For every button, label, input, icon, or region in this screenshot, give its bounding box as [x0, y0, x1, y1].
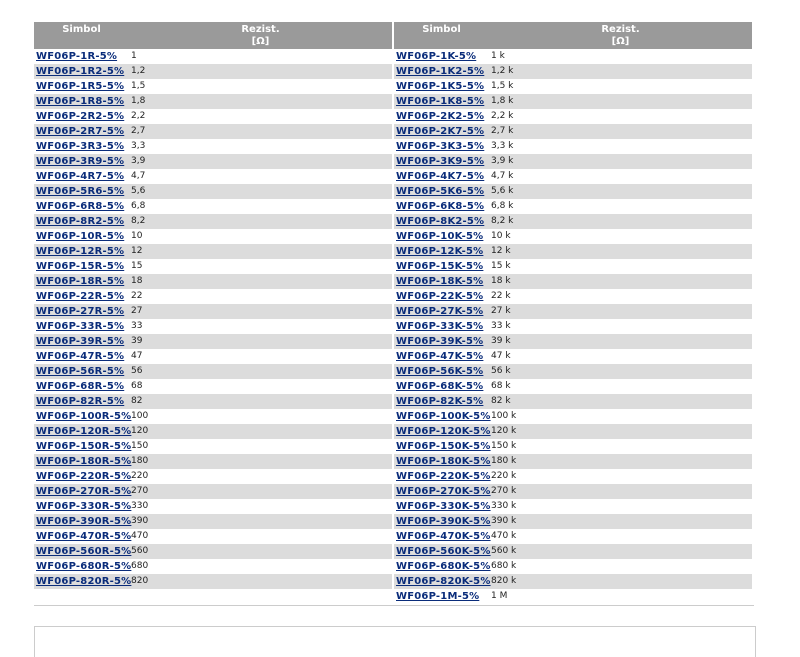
- resistance-value: 120: [131, 426, 149, 436]
- resistor-code-link[interactable]: WF06P-18R-5%: [36, 276, 125, 287]
- resistance-value: 82: [131, 396, 143, 406]
- table-header: [34, 22, 392, 49]
- table-row: [34, 274, 392, 289]
- resistance-value: 180 k: [491, 456, 517, 466]
- resistor-code-link[interactable]: WF06P-120K-5%: [396, 426, 491, 437]
- resistance-value: 3,9: [131, 156, 146, 166]
- table-row: [394, 514, 752, 529]
- table-row: [394, 169, 752, 184]
- resistance-value: 2,2 k: [491, 111, 514, 121]
- resistor-code-link[interactable]: WF06P-27K-5%: [396, 306, 484, 317]
- resistor-code-link[interactable]: WF06P-68K-5%: [396, 381, 484, 392]
- table-row: [34, 94, 392, 109]
- resistance-value: 2,7 k: [491, 126, 514, 136]
- resistance-value: 8,2 k: [491, 216, 514, 226]
- table-row: [34, 289, 392, 304]
- resistor-code-link[interactable]: WF06P-5K6-5%: [396, 186, 485, 197]
- resistor-code-link[interactable]: WF06P-2K2-5%: [396, 111, 485, 122]
- resistor-code-link[interactable]: WF06P-470R-5%: [36, 531, 132, 542]
- resistance-value: 47 k: [491, 351, 511, 361]
- table-row: [34, 64, 392, 79]
- resistance-value: 4,7 k: [491, 171, 514, 181]
- table-row: [34, 154, 392, 169]
- resistance-value: 56: [131, 366, 143, 376]
- resistance-value: 1 k: [491, 51, 505, 61]
- resistor-code-link[interactable]: WF06P-220R-5%: [36, 471, 132, 482]
- table-row: [394, 244, 752, 259]
- table-row: [34, 499, 392, 514]
- table-row: [34, 379, 392, 394]
- resistor-code-link[interactable]: WF06P-68R-5%: [36, 381, 125, 392]
- resistor-code-link[interactable]: WF06P-47R-5%: [36, 351, 125, 362]
- table-row: [34, 79, 392, 94]
- resistor-code-link[interactable]: WF06P-1K8-5%: [396, 96, 485, 107]
- resistance-value: 680: [131, 561, 149, 571]
- resistance-value: 82 k: [491, 396, 511, 406]
- resistance-value: 12: [131, 246, 143, 256]
- table-body: [34, 49, 392, 589]
- table-row: [34, 139, 392, 154]
- resistor-code-link[interactable]: WF06P-3K9-5%: [396, 156, 485, 167]
- resistor-code-link[interactable]: WF06P-180K-5%: [396, 456, 491, 467]
- resistance-value: 56 k: [491, 366, 511, 376]
- table-row: [394, 289, 752, 304]
- table-row: [34, 469, 392, 484]
- table-row: [394, 574, 752, 589]
- resistor-code-link[interactable]: WF06P-390R-5%: [36, 516, 132, 527]
- resistance-value: 1: [131, 51, 137, 61]
- resistance-value: 5,6 k: [491, 186, 514, 196]
- resistor-code-link[interactable]: WF06P-33K-5%: [396, 321, 484, 332]
- resistor-code-link[interactable]: WF06P-270R-5%: [36, 486, 132, 497]
- resistor-code-link[interactable]: WF06P-10K-5%: [396, 231, 484, 242]
- column-header-resistance: [129, 24, 392, 48]
- table-row: [394, 424, 752, 439]
- resistor-code-link[interactable]: WF06P-82K-5%: [396, 396, 484, 407]
- table-row: [34, 424, 392, 439]
- resistance-value: 220 k: [491, 471, 517, 481]
- resistor-code-link[interactable]: WF06P-120R-5%: [36, 426, 132, 437]
- resistance-value: 180: [131, 456, 149, 466]
- resistor-code-link[interactable]: WF06P-2K7-5%: [396, 126, 485, 137]
- resistor-code-link[interactable]: WF06P-8R2-5%: [36, 216, 125, 227]
- table-row: [394, 94, 752, 109]
- resistance-value: 680 k: [491, 561, 517, 571]
- resistance-value: 33 k: [491, 321, 511, 331]
- resistor-code-link[interactable]: WF06P-8K2-5%: [396, 216, 485, 227]
- resistance-value: 39: [131, 336, 143, 346]
- table-row: [34, 349, 392, 364]
- table-row: [394, 589, 752, 604]
- resistance-value: 270 k: [491, 486, 517, 496]
- resistance-value: 150: [131, 441, 149, 451]
- column-header-resistance-unit: [Ω]: [611, 36, 630, 47]
- resistor-code-link[interactable]: WF06P-1R8-5%: [36, 96, 125, 107]
- resistance-value: 1,5 k: [491, 81, 514, 91]
- resistor-code-link[interactable]: WF06P-100K-5%: [396, 411, 491, 422]
- resistance-value: 1 M: [491, 591, 508, 601]
- resistance-value: 1,5: [131, 81, 146, 91]
- resistance-value: 330 k: [491, 501, 517, 511]
- resistance-value: 1,2 k: [491, 66, 514, 76]
- resistance-value: 470 k: [491, 531, 517, 541]
- resistor-code-link[interactable]: WF06P-220K-5%: [396, 471, 491, 482]
- resistor-code-link[interactable]: WF06P-2R2-5%: [36, 111, 125, 122]
- resistor-code-link[interactable]: WF06P-22K-5%: [396, 291, 484, 302]
- table-row: [34, 124, 392, 139]
- table-row: [34, 409, 392, 424]
- table-row: [394, 349, 752, 364]
- table-body: [394, 49, 752, 604]
- table-row: [394, 274, 752, 289]
- table-row: [394, 184, 752, 199]
- table-row: [34, 304, 392, 319]
- resistor-code-link[interactable]: WF06P-6K8-5%: [396, 201, 485, 212]
- table-row: [34, 514, 392, 529]
- resistor-code-link[interactable]: WF06P-1K5-5%: [396, 81, 485, 92]
- resistor-code-link[interactable]: WF06P-12K-5%: [396, 246, 484, 257]
- table-row: [394, 154, 752, 169]
- resistor-code-link[interactable]: WF06P-47K-5%: [396, 351, 484, 362]
- table-row: [34, 454, 392, 469]
- resistor-table-kilohms: [394, 22, 752, 604]
- resistor-code-link[interactable]: WF06P-390K-5%: [396, 516, 491, 527]
- resistor-code-link[interactable]: WF06P-560R-5%: [36, 546, 132, 557]
- resistor-code-link[interactable]: WF06P-10R-5%: [36, 231, 125, 242]
- resistance-value: 18 k: [491, 276, 511, 286]
- resistor-code-link[interactable]: WF06P-1R-5%: [36, 51, 118, 62]
- table-row: [394, 439, 752, 454]
- resistor-code-link[interactable]: WF06P-820K-5%: [396, 576, 491, 587]
- table-row: [34, 364, 392, 379]
- resistor-code-link[interactable]: WF06P-1R2-5%: [36, 66, 125, 77]
- table-row: [34, 394, 392, 409]
- table-header: [394, 22, 752, 49]
- table-row: [394, 139, 752, 154]
- resistor-code-link[interactable]: WF06P-3K3-5%: [396, 141, 485, 152]
- column-header-resistance-unit: [Ω]: [251, 36, 270, 47]
- resistor-code-link[interactable]: WF06P-1K2-5%: [396, 66, 485, 77]
- resistor-code-link[interactable]: WF06P-6R8-5%: [36, 201, 125, 212]
- resistance-value: 3,9 k: [491, 156, 514, 166]
- resistance-value: 22 k: [491, 291, 511, 301]
- table-row: [34, 559, 392, 574]
- table-row: [34, 334, 392, 349]
- table-row: [34, 184, 392, 199]
- resistance-value: 39 k: [491, 336, 511, 346]
- resistor-code-link[interactable]: WF06P-39R-5%: [36, 336, 125, 347]
- resistance-value: 1,2: [131, 66, 146, 76]
- resistance-value: 330: [131, 501, 149, 511]
- resistor-code-link[interactable]: WF06P-82R-5%: [36, 396, 125, 407]
- resistor-code-link[interactable]: WF06P-180R-5%: [36, 456, 132, 467]
- resistor-code-link[interactable]: WF06P-2R7-5%: [36, 126, 125, 137]
- table-row: [394, 529, 752, 544]
- resistance-value: 2,7: [131, 126, 146, 136]
- resistance-value: 18: [131, 276, 143, 286]
- resistance-value: 1,8: [131, 96, 146, 106]
- resistor-code-link[interactable]: WF06P-330K-5%: [396, 501, 491, 512]
- table-row: [34, 259, 392, 274]
- resistor-code-link[interactable]: WF06P-56K-5%: [396, 366, 484, 377]
- resistor-code-link[interactable]: WF06P-1R5-5%: [36, 81, 125, 92]
- resistance-value: 27: [131, 306, 143, 316]
- table-row: [394, 484, 752, 499]
- table-row: [34, 484, 392, 499]
- table-row: [394, 304, 752, 319]
- resistor-code-link[interactable]: WF06P-33R-5%: [36, 321, 125, 332]
- resistor-code-link[interactable]: WF06P-470K-5%: [396, 531, 491, 542]
- table-row: [394, 229, 752, 244]
- resistor-code-link[interactable]: WF06P-150K-5%: [396, 441, 491, 452]
- table-row: [394, 334, 752, 349]
- resistance-value: 100: [131, 411, 149, 421]
- table-row: [394, 49, 752, 64]
- table-row: [394, 124, 752, 139]
- resistance-value: 68: [131, 381, 143, 391]
- table-row: [34, 529, 392, 544]
- resistor-code-link[interactable]: WF06P-18K-5%: [396, 276, 484, 287]
- resistor-code-link[interactable]: WF06P-56R-5%: [36, 366, 125, 377]
- table-row: [394, 499, 752, 514]
- resistor-code-link[interactable]: WF06P-15K-5%: [396, 261, 484, 272]
- resistance-value: 560 k: [491, 546, 517, 556]
- resistor-code-link[interactable]: WF06P-3R9-5%: [36, 156, 125, 167]
- resistance-value: 12 k: [491, 246, 511, 256]
- resistor-code-link[interactable]: WF06P-4R7-5%: [36, 171, 125, 182]
- table-row: [394, 469, 752, 484]
- table-row: [34, 244, 392, 259]
- table-row: [34, 199, 392, 214]
- resistance-value: 15: [131, 261, 143, 271]
- resistor-code-link[interactable]: WF06P-22R-5%: [36, 291, 125, 302]
- table-row: [394, 454, 752, 469]
- resistance-value: 5,6: [131, 186, 146, 196]
- table-row: [394, 409, 752, 424]
- column-header-symbol: Simbol: [62, 24, 101, 35]
- resistance-value: 3,3 k: [491, 141, 514, 151]
- column-header-resistance-label: Rezist.: [241, 24, 280, 35]
- table-row: [394, 544, 752, 559]
- resistance-value: 33: [131, 321, 143, 331]
- resistor-code-link[interactable]: WF06P-680R-5%: [36, 561, 132, 572]
- resistance-value: 100 k: [491, 411, 517, 421]
- resistor-code-link[interactable]: WF06P-15R-5%: [36, 261, 125, 272]
- resistance-value: 68 k: [491, 381, 511, 391]
- resistor-code-link[interactable]: WF06P-12R-5%: [36, 246, 125, 257]
- table-row: [394, 64, 752, 79]
- resistance-value: 820 k: [491, 576, 517, 586]
- table-row: [394, 394, 752, 409]
- table-row: [394, 379, 752, 394]
- table-row: [394, 364, 752, 379]
- table-row: [34, 574, 392, 589]
- resistance-value: 560: [131, 546, 149, 556]
- table-row: [34, 439, 392, 454]
- resistor-code-link[interactable]: WF06P-1M-5%: [396, 591, 480, 602]
- table-row: [34, 319, 392, 334]
- resistance-value: 470: [131, 531, 149, 541]
- resistance-value: 47: [131, 351, 143, 361]
- resistor-code-link[interactable]: WF06P-330R-5%: [36, 501, 132, 512]
- table-bottom-divider: [34, 605, 754, 606]
- table-row: [34, 109, 392, 124]
- table-row: [394, 79, 752, 94]
- resistor-code-link[interactable]: WF06P-5R6-5%: [36, 186, 125, 197]
- resistance-value: 270: [131, 486, 149, 496]
- column-header-symbol: Simbol: [422, 24, 461, 35]
- table-row: [34, 214, 392, 229]
- resistance-value: 1,8 k: [491, 96, 514, 106]
- table-row: [394, 214, 752, 229]
- resistance-value: 3,3: [131, 141, 146, 151]
- resistance-value: 27 k: [491, 306, 511, 316]
- resistance-value: 2,2: [131, 111, 146, 121]
- column-header-resistance-label: Rezist.: [601, 24, 640, 35]
- resistance-value: 4,7: [131, 171, 146, 181]
- resistance-value: 8,2: [131, 216, 146, 226]
- table-row: [394, 259, 752, 274]
- resistance-value: 10: [131, 231, 143, 241]
- column-header-resistance: [489, 24, 752, 48]
- resistor-code-link[interactable]: WF06P-1K-5%: [396, 51, 477, 62]
- table-row: [394, 319, 752, 334]
- resistance-value: 820: [131, 576, 149, 586]
- table-row: [394, 109, 752, 124]
- table-row: [34, 544, 392, 559]
- resistor-code-link[interactable]: WF06P-27R-5%: [36, 306, 125, 317]
- resistor-tables: [34, 22, 754, 607]
- resistor-code-link[interactable]: WF06P-100R-5%: [36, 411, 132, 422]
- resistance-value: 10 k: [491, 231, 511, 241]
- table-row: [394, 199, 752, 214]
- resistor-code-link[interactable]: WF06P-560K-5%: [396, 546, 491, 557]
- resistance-value: 150 k: [491, 441, 517, 451]
- resistance-value: 220: [131, 471, 149, 481]
- resistance-value: 6,8 k: [491, 201, 514, 211]
- resistance-value: 15 k: [491, 261, 511, 271]
- resistance-value: 390 k: [491, 516, 517, 526]
- resistor-code-link[interactable]: WF06P-3R3-5%: [36, 141, 125, 152]
- table-row: [34, 49, 392, 64]
- resistor-code-link[interactable]: WF06P-680K-5%: [396, 561, 491, 572]
- table-row: [34, 229, 392, 244]
- resistor-code-link[interactable]: WF06P-4K7-5%: [396, 171, 485, 182]
- table-row: [394, 559, 752, 574]
- resistor-table-ohms: [34, 22, 392, 589]
- resistor-code-link[interactable]: WF06P-820R-5%: [36, 576, 132, 587]
- resistor-code-link[interactable]: WF06P-270K-5%: [396, 486, 491, 497]
- resistance-value: 22: [131, 291, 143, 301]
- resistance-value: 120 k: [491, 426, 517, 436]
- resistance-value: 6,8: [131, 201, 146, 211]
- resistance-value: 390: [131, 516, 149, 526]
- resistor-code-link[interactable]: WF06P-39K-5%: [396, 336, 484, 347]
- footer-panel: [34, 626, 756, 657]
- resistor-code-link[interactable]: WF06P-150R-5%: [36, 441, 132, 452]
- table-row: [34, 169, 392, 184]
